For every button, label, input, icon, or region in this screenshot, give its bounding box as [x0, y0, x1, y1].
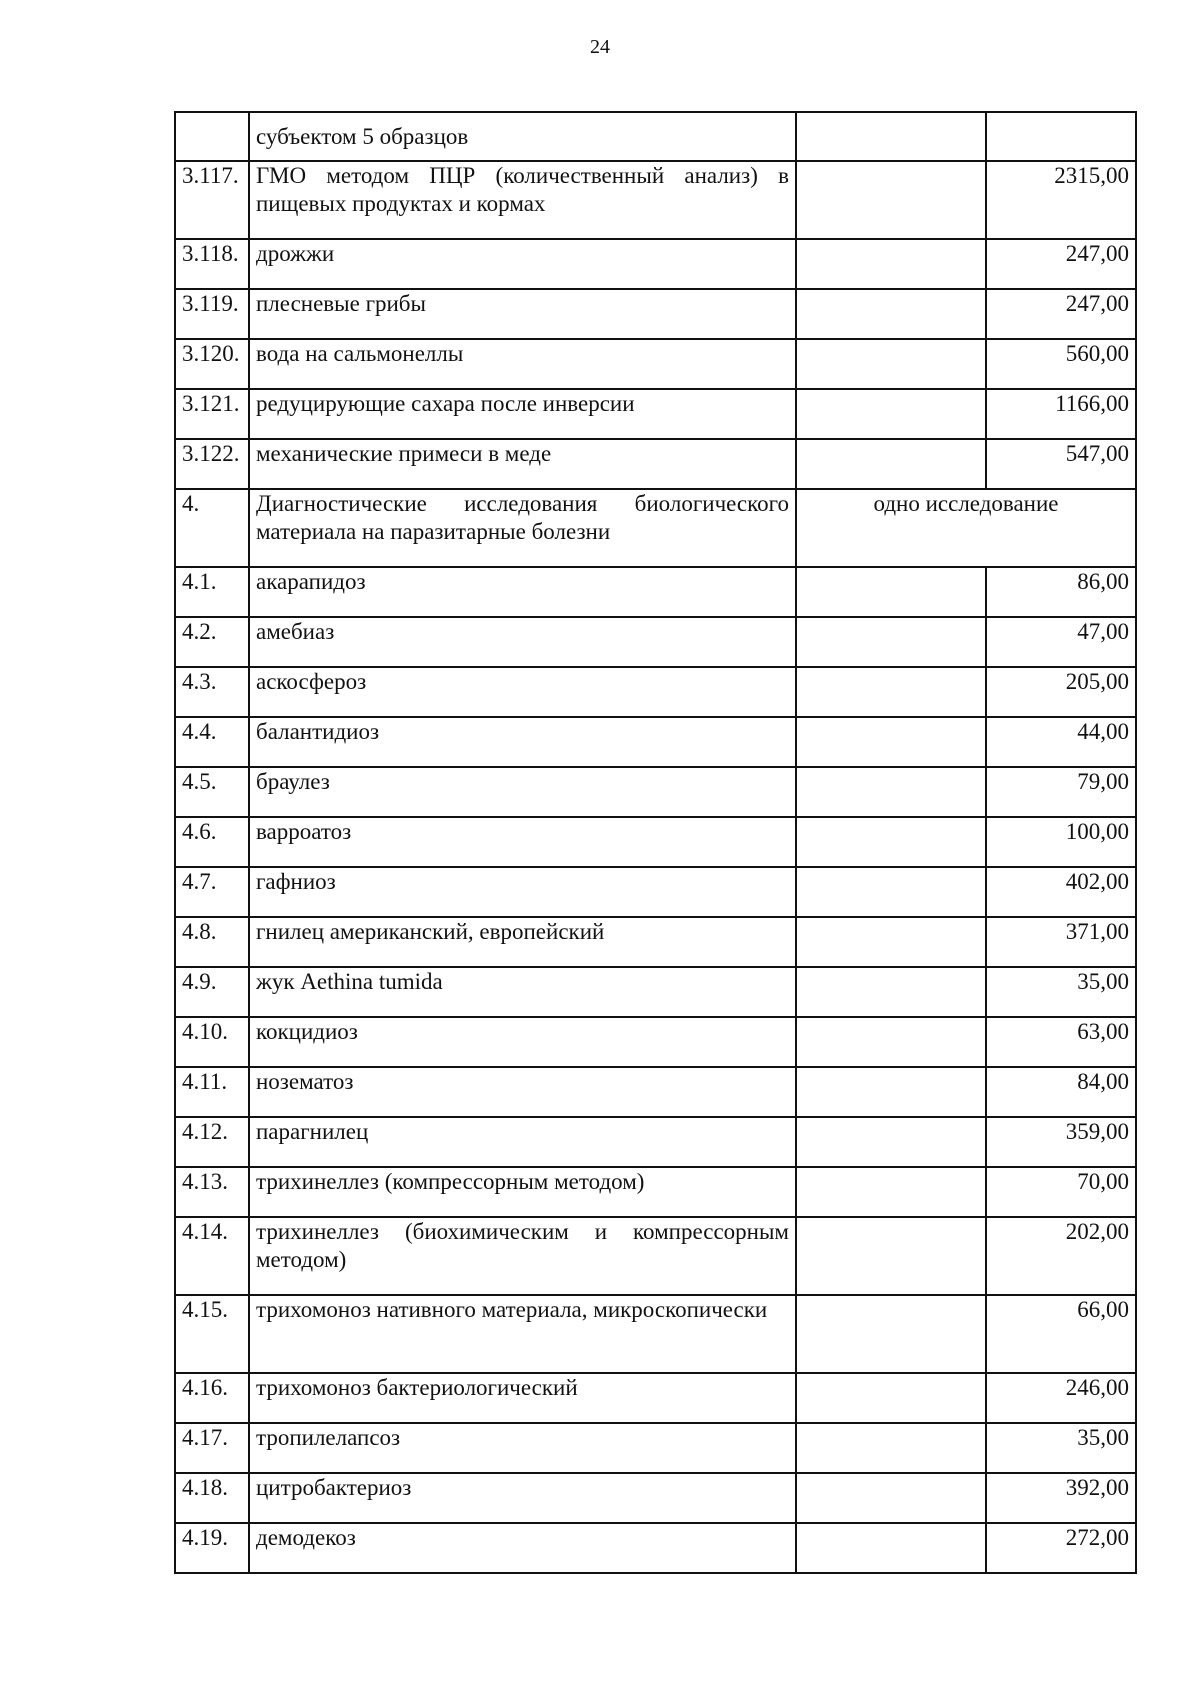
unit-cell [796, 1295, 986, 1373]
service-name: акарапидоз [249, 567, 796, 617]
unit-cell [796, 289, 986, 339]
table-row [175, 1523, 1136, 1573]
service-name: парагнилец [249, 1117, 796, 1167]
price-cell: 247,00 [986, 239, 1136, 289]
price-cell: 100,00 [986, 817, 1136, 867]
unit-cell [796, 967, 986, 1017]
table-row [175, 1067, 1136, 1117]
table-row [175, 1117, 1136, 1167]
table-row [175, 667, 1136, 717]
price-cell: 359,00 [986, 1117, 1136, 1167]
table-row [175, 161, 1136, 239]
price-cell: 560,00 [986, 339, 1136, 389]
service-name: гафниоз [249, 867, 796, 917]
price-cell: 392,00 [986, 1473, 1136, 1523]
unit-cell [796, 1167, 986, 1217]
row-number: 4.19. [175, 1523, 249, 1573]
row-number: 3.121. [175, 389, 249, 439]
page-number: 24 [590, 36, 610, 58]
service-name: субъектом 5 образцов [249, 112, 796, 161]
row-number [175, 112, 249, 161]
row-number: 4.11. [175, 1067, 249, 1117]
unit-cell [796, 567, 986, 617]
table-row [175, 1473, 1136, 1523]
table-row [175, 617, 1136, 667]
unit-cell [796, 1217, 986, 1295]
price-cell: 202,00 [986, 1217, 1136, 1295]
price-cell: 205,00 [986, 667, 1136, 717]
service-name: амебиаз [249, 617, 796, 667]
row-number: 4.8. [175, 917, 249, 967]
row-number: 4.15. [175, 1295, 249, 1373]
section-number: 4. [175, 489, 249, 567]
row-number: 4.13. [175, 1167, 249, 1217]
service-name: нозематоз [249, 1067, 796, 1117]
table-row [175, 239, 1136, 289]
row-number: 4.16. [175, 1373, 249, 1423]
price-cell: 2315,00 [986, 161, 1136, 239]
service-name: трихомоноз нативного материала, микроскопически [249, 1295, 796, 1373]
row-number: 3.117. [175, 161, 249, 239]
table-row [175, 439, 1136, 489]
table-row [175, 1217, 1136, 1295]
row-number: 4.14. [175, 1217, 249, 1295]
price-cell: 246,00 [986, 1373, 1136, 1423]
row-number: 4.7. [175, 867, 249, 917]
service-name: тропилелапсоз [249, 1423, 796, 1473]
row-number: 4.6. [175, 817, 249, 867]
service-name: трихомоноз бактериологический [249, 1373, 796, 1423]
price-cell: 547,00 [986, 439, 1136, 489]
unit-cell [796, 161, 986, 239]
table-row [175, 1373, 1136, 1423]
table-row [175, 917, 1136, 967]
service-name: гнилец американский, европейский [249, 917, 796, 967]
row-number: 3.120. [175, 339, 249, 389]
row-number: 3.119. [175, 289, 249, 339]
unit-cell [796, 667, 986, 717]
service-name: плесневые грибы [249, 289, 796, 339]
row-number: 4.18. [175, 1473, 249, 1523]
row-number: 4.5. [175, 767, 249, 817]
row-number: 4.2. [175, 617, 249, 667]
table-row [175, 1167, 1136, 1217]
price-cell: 63,00 [986, 1017, 1136, 1067]
service-name: браулез [249, 767, 796, 817]
table-row [175, 339, 1136, 389]
table-row [175, 1423, 1136, 1473]
table-row [175, 1017, 1136, 1067]
table-row [175, 817, 1136, 867]
unit-cell [796, 817, 986, 867]
unit-cell [796, 617, 986, 667]
unit-cell [796, 339, 986, 389]
service-name: механические примеси в меде [249, 439, 796, 489]
unit-cell [796, 239, 986, 289]
price-cell: 35,00 [986, 967, 1136, 1017]
table-row [175, 289, 1136, 339]
unit-cell [796, 867, 986, 917]
price-cell: 47,00 [986, 617, 1136, 667]
row-number: 3.122. [175, 439, 249, 489]
unit-cell [796, 1423, 986, 1473]
table-row [175, 867, 1136, 917]
service-name: жук Aethina tumida [249, 967, 796, 1017]
row-number: 4.10. [175, 1017, 249, 1067]
unit-of-measure: одно исследование [796, 489, 1136, 567]
unit-cell [796, 1473, 986, 1523]
unit-cell [796, 1067, 986, 1117]
unit-cell [796, 717, 986, 767]
section-title: Диагностические исследования биологического материала на паразитарные болезни [249, 489, 796, 567]
service-name: трихинеллез (компрессорным методом) [249, 1167, 796, 1217]
price-cell: 1166,00 [986, 389, 1136, 439]
price-cell: 247,00 [986, 289, 1136, 339]
row-number: 4.12. [175, 1117, 249, 1167]
unit-cell [796, 1017, 986, 1067]
price-cell: 70,00 [986, 1167, 1136, 1217]
unit-cell [796, 389, 986, 439]
price-cell: 272,00 [986, 1523, 1136, 1573]
table-row [175, 967, 1136, 1017]
row-number: 4.3. [175, 667, 249, 717]
price-cell: 66,00 [986, 1295, 1136, 1373]
price-cell: 79,00 [986, 767, 1136, 817]
unit-cell [796, 1523, 986, 1573]
table-row [175, 389, 1136, 439]
service-name: балантидиоз [249, 717, 796, 767]
unit-cell [796, 917, 986, 967]
service-name: вода на сальмонеллы [249, 339, 796, 389]
table-row [175, 112, 1136, 161]
table-row [175, 717, 1136, 767]
price-cell: 86,00 [986, 567, 1136, 617]
service-name: кокцидиоз [249, 1017, 796, 1067]
unit-cell [796, 439, 986, 489]
service-name: варроатоз [249, 817, 796, 867]
service-name: редуцирующие сахара после инверсии [249, 389, 796, 439]
row-number: 4.1. [175, 567, 249, 617]
row-number: 4.9. [175, 967, 249, 1017]
row-number: 4.17. [175, 1423, 249, 1473]
service-name: аскосфероз [249, 667, 796, 717]
section-header-row [175, 489, 1136, 567]
unit-cell [796, 1373, 986, 1423]
service-name: ГМО методом ПЦР (количественный анализ) в пищевых продуктах и кормах [249, 161, 796, 239]
price-cell: 371,00 [986, 917, 1136, 967]
row-number: 3.118. [175, 239, 249, 289]
row-number: 4.4. [175, 717, 249, 767]
price-table [174, 111, 1137, 1574]
unit-cell [796, 1117, 986, 1167]
price-cell: 35,00 [986, 1423, 1136, 1473]
unit-cell [796, 767, 986, 817]
table-row [175, 567, 1136, 617]
price-cell: 84,00 [986, 1067, 1136, 1117]
price-cell: 402,00 [986, 867, 1136, 917]
price-cell [986, 112, 1136, 161]
unit-cell [796, 112, 986, 161]
service-name: демодекоз [249, 1523, 796, 1573]
service-name: трихинеллез (биохимическим и компрессорным методом) [249, 1217, 796, 1295]
service-name: цитробактериоз [249, 1473, 796, 1523]
service-name: дрожжи [249, 239, 796, 289]
price-cell: 44,00 [986, 717, 1136, 767]
table-row [175, 767, 1136, 817]
table-row [175, 1295, 1136, 1373]
